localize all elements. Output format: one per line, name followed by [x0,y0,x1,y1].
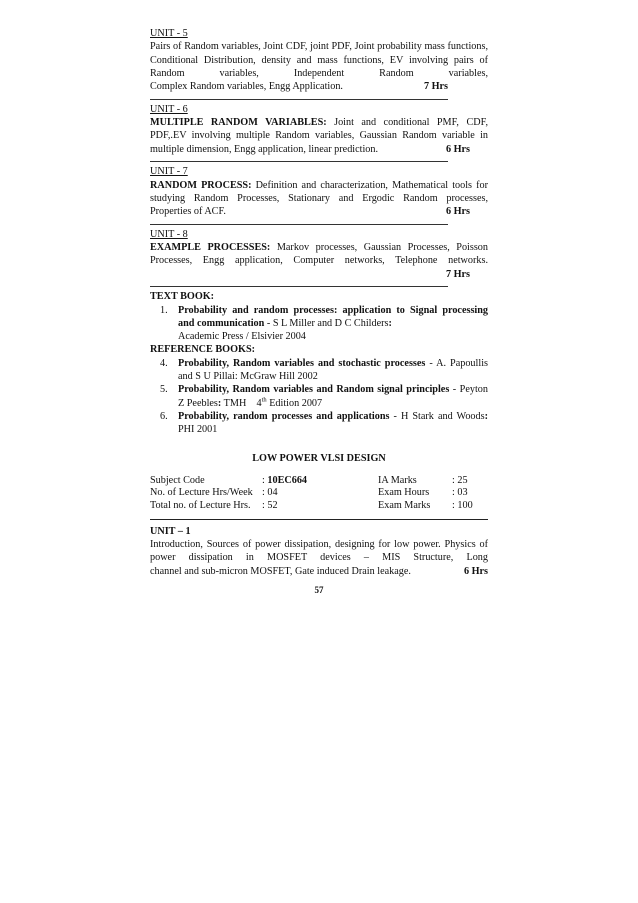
unit-heading: UNIT - 6 [150,103,188,115]
page-number: 57 [314,585,324,595]
book-number: 4. [160,357,168,369]
book-text [178,410,488,437]
text-book-section [150,290,488,343]
unit-title: MULTIPLE RANDOM VARIABLES: [150,117,327,129]
divider-line [150,224,448,225]
subject-code: 10EC664 [267,474,308,486]
text-book-heading: TEXT BOOK: [150,291,215,303]
unit-heading: UNIT - 5 [150,28,188,39]
table-row [150,475,488,488]
table-row [150,487,488,500]
value-text: 04 [267,487,278,499]
book-publisher: PHI 2001 [178,424,218,436]
ordinal-suffix: th [261,396,267,404]
divider-line [150,99,448,100]
book-authors: - H Stark and Woods [389,410,485,422]
info-value [262,475,378,488]
book-publisher: Academic Press / Elsivier 2004 [178,331,306,343]
unit-1-section [150,525,488,578]
info-label: No. of Lecture Hrs/Week [150,487,253,499]
unit-heading: UNIT - 7 [150,166,188,178]
unit-last-text: Complex Random variables, Engg Application. [150,81,343,93]
value-prefix: : [262,487,268,499]
book-colon: : [388,317,392,329]
book-text [178,357,488,384]
unit-title: RANDOM PROCESS: [150,179,252,191]
reference-books-heading: REFERENCE BOOKS: [150,344,256,356]
book-authors: - S L Miller and D C Childers [264,317,389,329]
value-prefix: : [262,474,268,486]
book-authors: - Peyton Z Peebles [178,384,488,409]
unit-body-text: Definition and characterization, Mathematical tools for studying Random Processes, Stationary and Ergodic Random processes, [150,179,488,204]
unit-8-section [150,228,488,281]
info-label: Exam Marks [378,499,431,511]
book-number: 6. [160,410,168,422]
book-item [150,410,488,437]
book-item [150,304,488,344]
unit-last-line [150,80,488,93]
value-text: 52 [267,499,278,511]
unit-last-text: Properties of ACF. [150,206,226,218]
book-item [150,383,488,410]
book-text [178,383,488,410]
course-info-table [150,475,488,513]
unit-hours: 6 Hrs [445,143,470,155]
unit-body: Pairs of Random variables, Joint CDF, joint PDF, Joint probability mass functions, Conditional Distribution, density and mass functions, EV involving pairs of Random variables, Independent Random variables, [150,41,488,79]
unit-hours: 7 Hrs [445,268,470,280]
book-title: Probability, Random variables and stochastic processes [178,357,426,369]
unit-hours: 6 Hrs [445,206,470,218]
info-value: : 100 [452,499,473,511]
section-separator [150,519,488,520]
book-authors: - A. Papoullis and S U Pillai: McGraw Hill 2002 [178,357,488,383]
book-colon: : [484,410,488,422]
info-label: Exam Hours [378,487,430,499]
reference-books-section [150,343,488,436]
book-number: 1. [160,304,168,316]
course-title: LOW POWER VLSI DESIGN [252,452,386,464]
divider-line [150,286,448,287]
book-item [150,357,488,384]
unit-body-text: Markov processes, Gaussian Processes, Poisson Processes, Engg application, Computer networks, Telephone networks. [150,242,488,267]
unit-body [150,241,488,281]
info-label: Total no. of Lecture Hrs. [150,499,251,511]
book-text [178,304,488,331]
unit-heading: UNIT – 1 [150,525,191,537]
info-value [262,487,378,500]
info-value: : 03 [452,487,468,499]
unit-6-section [150,103,488,156]
unit-heading: UNIT - 8 [150,228,188,240]
table-row [150,500,488,513]
book-title: Probability, random processes and applications [178,410,390,422]
book-edition: Edition 2007 [266,397,323,409]
info-value [262,500,378,513]
unit-body: Introduction, Sources of power dissipation, designing for low power. Physics of power dissipation in MOSFET devices – MIS Structure, Long [150,538,488,564]
unit-last-text: channel and sub-micron MOSFET, Gate induced Drain leakage. [150,565,411,577]
value-prefix: : [262,499,268,511]
book-title: Probability, Random variables and Random signal principles [178,384,450,396]
unit-7-section [150,165,488,218]
document-page [150,27,488,578]
book-colon: : [217,397,222,409]
unit-title: EXAMPLE PROCESSES: [150,242,271,254]
book-number: 5. [160,384,168,396]
info-label: IA Marks [378,474,417,486]
book-publisher: TMH 4 [221,397,262,409]
book-title: Probability and random processes: application to Signal processing and communication [178,304,488,329]
info-value: : 25 [452,474,468,486]
info-label: Subject Code [150,474,205,486]
unit-last-text: multiple dimension, Engg application, linear prediction. [150,143,379,155]
unit-hours: 7 Hrs [423,81,448,93]
divider-line [150,161,448,162]
unit-5-section [150,27,488,94]
unit-body-text: Joint and conditional PMF, CDF, PDF,.EV involving multiple Random variables, Gaussian Random variable in [150,117,488,142]
unit-hours: 6 Hrs [463,565,488,577]
